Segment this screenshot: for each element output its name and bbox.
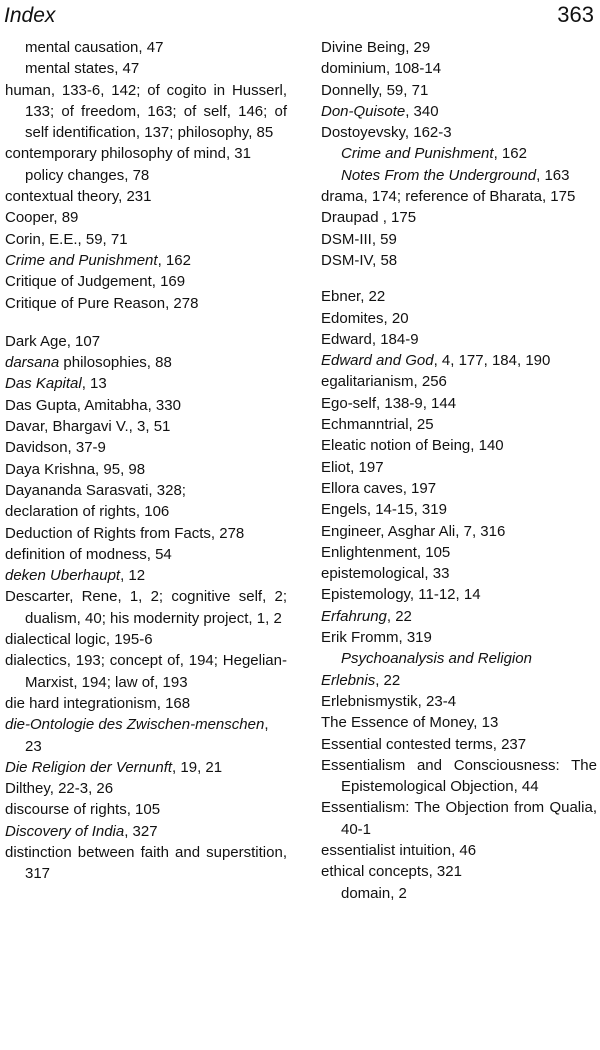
entry-title: die-Ontologie des Zwischen-menschen <box>5 716 265 734</box>
index-entry: DSM-III, 59 <box>321 230 397 248</box>
entry-pages: , 327 <box>124 822 158 840</box>
entry-pages: , 23 <box>25 716 269 755</box>
section-gap <box>5 314 287 331</box>
index-entry: ethical concepts, 321 <box>321 863 462 881</box>
index-entry: declaration of rights, 106 <box>5 503 170 521</box>
entry-pages: , 162 <box>493 145 527 163</box>
entry-title: Erlebnis <box>321 671 376 689</box>
entry-title: Notes From the Underground <box>341 166 537 184</box>
index-entry <box>5 565 287 586</box>
index-entry: distinction between faith and superstition, 317 <box>5 843 287 883</box>
index-entry: Enlightenment, 105 <box>321 543 451 561</box>
index-entry: Ebner, 22 <box>321 288 386 306</box>
index-entry: definition of modness, 54 <box>5 545 172 563</box>
entry-pages: , 22 <box>386 607 412 625</box>
index-entry: Dilthey, 22-3, 26 <box>5 780 114 798</box>
index-entry: essentialist intuition, 46 <box>321 841 477 859</box>
index-entry: Cooper, 89 <box>5 209 79 227</box>
index-entry: The Essence of Money, 13 <box>321 714 499 732</box>
index-entry: DSM-IV, 58 <box>321 251 398 269</box>
entry-pages: , 163 <box>536 166 570 184</box>
index-entry <box>5 373 287 394</box>
entry-title: Don-Quisote <box>321 102 406 120</box>
entry-pages: , 12 <box>120 567 146 585</box>
index-entry: Erlebnismystik, 23-4 <box>321 692 457 710</box>
entry-title: Crime and Punishment <box>341 145 494 163</box>
index-entry <box>5 250 287 271</box>
page-title: Index <box>4 4 56 27</box>
entry-title: darsana <box>5 354 60 372</box>
index-subentry: domain, 2 <box>341 884 407 902</box>
entry-pages: , 22 <box>375 671 401 689</box>
entry-pages: , 340 <box>405 102 439 120</box>
index-entry: die hard integrationism, 168 <box>5 694 191 712</box>
index-entry: Essential contested terms, 237 <box>321 735 527 753</box>
index-entry: Divine Being, 29 <box>321 39 431 56</box>
index-entry: Draupad , 175 <box>321 209 417 227</box>
index-entry <box>321 670 597 691</box>
index-subentry: Psychoanalysis and Religion <box>341 650 532 668</box>
index-entry: Edward, 184-9 <box>321 330 419 348</box>
index-entry: Davidson, 37-9 <box>5 439 106 457</box>
entry-title: Erfahrung <box>321 607 387 625</box>
index-entry: mental causation, 47 <box>25 39 164 56</box>
entry-title: Crime and Punishment <box>5 251 158 269</box>
entry-pages: , 19, 21 <box>172 758 223 776</box>
index-entry: Engels, 14-15, 319 <box>321 501 447 519</box>
index-entry: Engineer, Asghar Ali, 7, 316 <box>321 522 506 540</box>
entry-pages: , 4, 177, 184, 190 <box>433 352 551 370</box>
index-entry: dominium, 108-14 <box>321 60 442 78</box>
entry-title: Das Kapital <box>5 375 82 393</box>
index-entry: Epistemology, 11-12, 14 <box>321 586 481 604</box>
index-entry: Echmanntrial, 25 <box>321 416 434 434</box>
index-entry: Descarter, Rene, 1, 2; cognitive self, 2; dualism, 40; his modernity project, 1, 2 <box>5 588 287 627</box>
index-entry: Eleatic notion of Being, 140 <box>321 437 504 455</box>
index-entry: Critique of Judgement, 169 <box>5 273 186 291</box>
index-entry <box>5 714 287 757</box>
index-entry: Essentialism and Consciousness: The Epistemological Objection, 44 <box>321 756 597 796</box>
index-entry: dialectics, 193; concept of, 194; Hegelian-Marxist, 194; law of, 193 <box>5 652 287 691</box>
index-entry: Ellora caves, 197 <box>321 479 437 497</box>
entry-title: Edward and God <box>321 352 434 370</box>
index-entry: Erik Fromm, 319 <box>321 629 432 647</box>
index-entry: Dostoyevsky, 162-3 <box>321 124 452 142</box>
index-entry: Das Gupta, Amitabha, 330 <box>5 396 181 414</box>
index-entry: Davar, Bhargavi V., 3, 51 <box>5 418 171 436</box>
index-entry: dialectical logic, 195-6 <box>5 631 153 649</box>
index-entry: discourse of rights, 105 <box>5 801 161 819</box>
index-entry <box>5 821 287 842</box>
index-entry: Edomites, 20 <box>321 309 409 327</box>
index-entry: drama, 174; reference of Bharata, 175 <box>321 188 576 206</box>
index-subentry <box>321 143 597 164</box>
index-entry: contemporary philosophy of mind, 31 <box>5 145 251 163</box>
index-entry <box>321 350 597 371</box>
entry-title: deken Uberhaupt <box>5 567 121 585</box>
index-entry: mental states, 47 <box>25 60 140 78</box>
index-entry: policy changes, 78 <box>25 166 150 184</box>
entry-pages: , 162 <box>157 251 191 269</box>
index-entry: Deduction of Rights from Facts, 278 <box>5 524 245 542</box>
index-entry: egalitarianism, 256 <box>321 373 447 391</box>
index-entry: Essentialism: The Objection from Qualia, 40-1 <box>321 799 597 838</box>
index-column-right <box>321 37 597 904</box>
index-entry <box>321 606 597 627</box>
index-column-left <box>5 37 287 885</box>
index-entry: Daya Krishna, 95, 98 <box>5 460 146 478</box>
entry-title: Die Religion der Vernunft <box>5 758 173 776</box>
index-entry <box>321 101 597 122</box>
page-header <box>0 0 600 36</box>
index-entry: Eliot, 197 <box>321 458 384 476</box>
index-entry: Corin, E.E., 59, 71 <box>5 230 128 248</box>
entry-pages: , 13 <box>81 375 107 393</box>
page-number: 363 <box>557 2 594 27</box>
entry-pages: philosophies, 88 <box>59 354 172 372</box>
index-entry: Dark Age, 107 <box>5 332 101 350</box>
index-entry: Donnelly, 59, 71 <box>321 81 429 99</box>
index-entry: Critique of Pure Reason, 278 <box>5 294 199 312</box>
index-entry: contextual theory, 231 <box>5 188 152 206</box>
index-entry: Dayananda Sarasvati, 328; <box>5 481 186 499</box>
index-subentry <box>321 165 597 186</box>
index-entry: epistemological, 33 <box>321 565 450 583</box>
section-gap <box>321 271 597 286</box>
index-entry <box>5 757 287 778</box>
index-entry: human, 133-6, 142; of cogito in Husserl, 133; of freedom, 163; of self, 146; of self identification, 137; philosophy, 85 <box>5 81 287 142</box>
index-entry <box>5 352 287 373</box>
entry-title: Discovery of India <box>5 822 125 840</box>
index-entry: Ego-self, 138-9, 144 <box>321 394 457 412</box>
